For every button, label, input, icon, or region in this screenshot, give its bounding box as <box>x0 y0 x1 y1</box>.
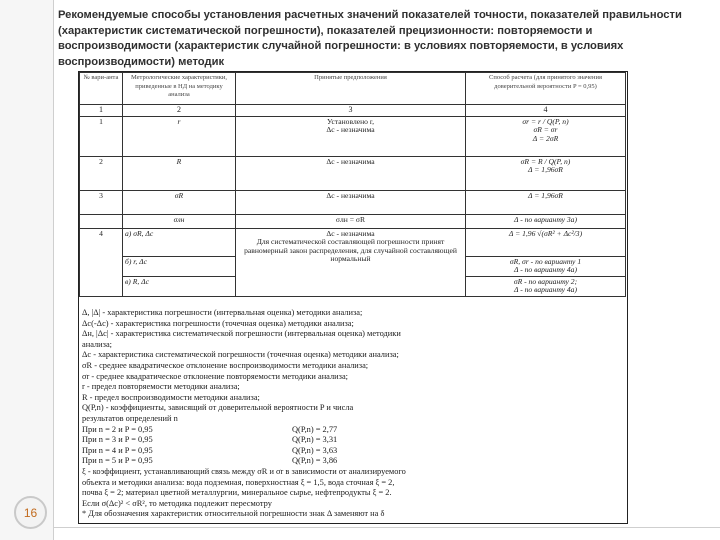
table-row <box>80 190 626 214</box>
note-line: Δс(-Δс) - характеристика погрешности (точечная оценка) методики анализа; <box>82 318 354 328</box>
row-assumption: σлн = σR <box>236 214 466 228</box>
q-row: При n = 5 и P = 0,95 Q(P,n) = 3,86 <box>82 456 338 466</box>
q-row: При n = 3 и P = 0,95 Q(P,n) = 3,31 <box>82 435 338 445</box>
row-variant: 3 <box>80 190 123 214</box>
row-assumption: Δc - незначима Для систематической составляющей погрешности принят равномерный закон распределения, для случайной составляющей нормальный <box>236 228 466 296</box>
scanned-document <box>78 71 628 524</box>
note-line: Δс - характеристика систематической погрешности (точечная оценка) методики анализа; <box>82 350 399 360</box>
note-line: σr - среднее квадратическое отклонение повторяемости методики анализа; <box>82 371 348 381</box>
note-line: анализа; <box>82 339 113 349</box>
row-calculation: Δ = 1,96 √(σR² + Δc²/3) <box>466 228 626 256</box>
row-characteristic: σлн <box>123 214 236 228</box>
row-characteristic: σR <box>123 190 236 214</box>
header-variant: № вари-анта <box>80 73 123 105</box>
note-line: Если σ(Δс)² < σR², то методика подлежит пересмотру <box>82 498 272 508</box>
col-number: 4 <box>466 105 626 117</box>
note-line: * Для обозначения характеристик относительной погрешности знак Δ заменяют на δ <box>82 509 385 519</box>
table-row <box>80 214 626 228</box>
row-characteristic: R <box>123 156 236 190</box>
note-line: R - предел воспроизводимости методики анализа; <box>82 392 260 402</box>
row-calculation: σR - по варианту 2; Δ - по варианту 4а) <box>466 276 626 296</box>
row-calculation: σr = r / Q(P, n) σR = σr Δ = 2σR <box>466 116 626 156</box>
row-characteristic: r <box>123 116 236 156</box>
header-assumptions: Принятые предположения <box>236 73 466 105</box>
row-characteristic: в) R, Δc <box>123 276 236 296</box>
note-line: почва ξ = 2; материал цветной металлургии, минеральное сырье, нефтепродукты ξ = 2. <box>82 488 392 498</box>
col-number: 1 <box>80 105 123 117</box>
row-calculation: σR, σr - по варианту 1 Δ - по варианту 4а) <box>466 256 626 276</box>
table-notes <box>79 308 626 520</box>
row-variant: 1 <box>80 116 123 156</box>
row-characteristic: б) r, Δc <box>123 256 236 276</box>
row-variant: 2 <box>80 156 123 190</box>
row-variant: 4 <box>80 228 123 296</box>
col-number: 2 <box>123 105 236 117</box>
note-line: объекта и методики анализа: вода подземная, поверхностная ξ = 1,5, вода сточная ξ = 2, <box>82 477 395 487</box>
header-characteristics: Метрологические характеристики, приведенные в НД на методику анализа <box>123 73 236 105</box>
left-sidebar <box>0 0 53 540</box>
row-calculation: Δ = 1,96σR <box>466 190 626 214</box>
row-characteristic: а) σR, Δc <box>123 228 236 256</box>
header-calculation: Способ расчета (для принятого значения доверительной вероятности P = 0,95) <box>466 73 626 105</box>
table-row <box>80 228 626 256</box>
table-row <box>80 156 626 190</box>
row-calculation: σR = R / Q(P, n) Δ = 1,96σR <box>466 156 626 190</box>
methods-table <box>79 72 626 297</box>
note-line: Q(P,n) - коэффициенты, зависящий от доверительной вероятности P и числа <box>82 403 354 413</box>
col-number: 3 <box>236 105 466 117</box>
note-line: ξ - коэффициент, устанавливающий связь между σR и σr в зависимости от анализируемого <box>82 466 406 476</box>
page-number-badge: 16 <box>14 496 47 529</box>
table-row <box>80 116 626 156</box>
row-variant <box>80 214 123 228</box>
row-calculation: Δ - по варианту 3а) <box>466 214 626 228</box>
bottom-divider <box>54 527 720 528</box>
row-assumption: Установлено r, Δc - незначима <box>236 116 466 156</box>
q-row: При n = 2 и P = 0,95 Q(P,n) = 2,77 <box>82 424 338 434</box>
note-line: Δ, |Δ| - характеристика погрешности (интервальная оценка) методики анализа; <box>82 308 363 317</box>
q-row: При n = 4 и P = 0,95 Q(P,n) = 3,63 <box>82 445 338 455</box>
note-line: результатов определений n <box>82 413 178 423</box>
note-line: Δн, |Δс| - характеристика систематической погрешности (интервальная оценка) методики <box>82 329 401 339</box>
sidebar-divider <box>53 0 54 540</box>
row-assumption: Δc - незначима <box>236 156 466 190</box>
note-line: σR - среднее квадратическое отклонение воспроизводимости методики анализа; <box>82 360 369 370</box>
note-line: r - предел повторяемости методики анализа; <box>82 382 240 392</box>
slide-title: Рекомендуемые способы установления расчетных значений показателей точности, показателей правильности (характеристик систематической погрешности), показателей прецизионности: повторяемости и воспроизводимости (характеристик случайной погрешности: в условиях повторяемости, в условиях воспроизводимости) методик <box>58 9 682 68</box>
row-assumption: Δc - незначима <box>236 190 466 214</box>
